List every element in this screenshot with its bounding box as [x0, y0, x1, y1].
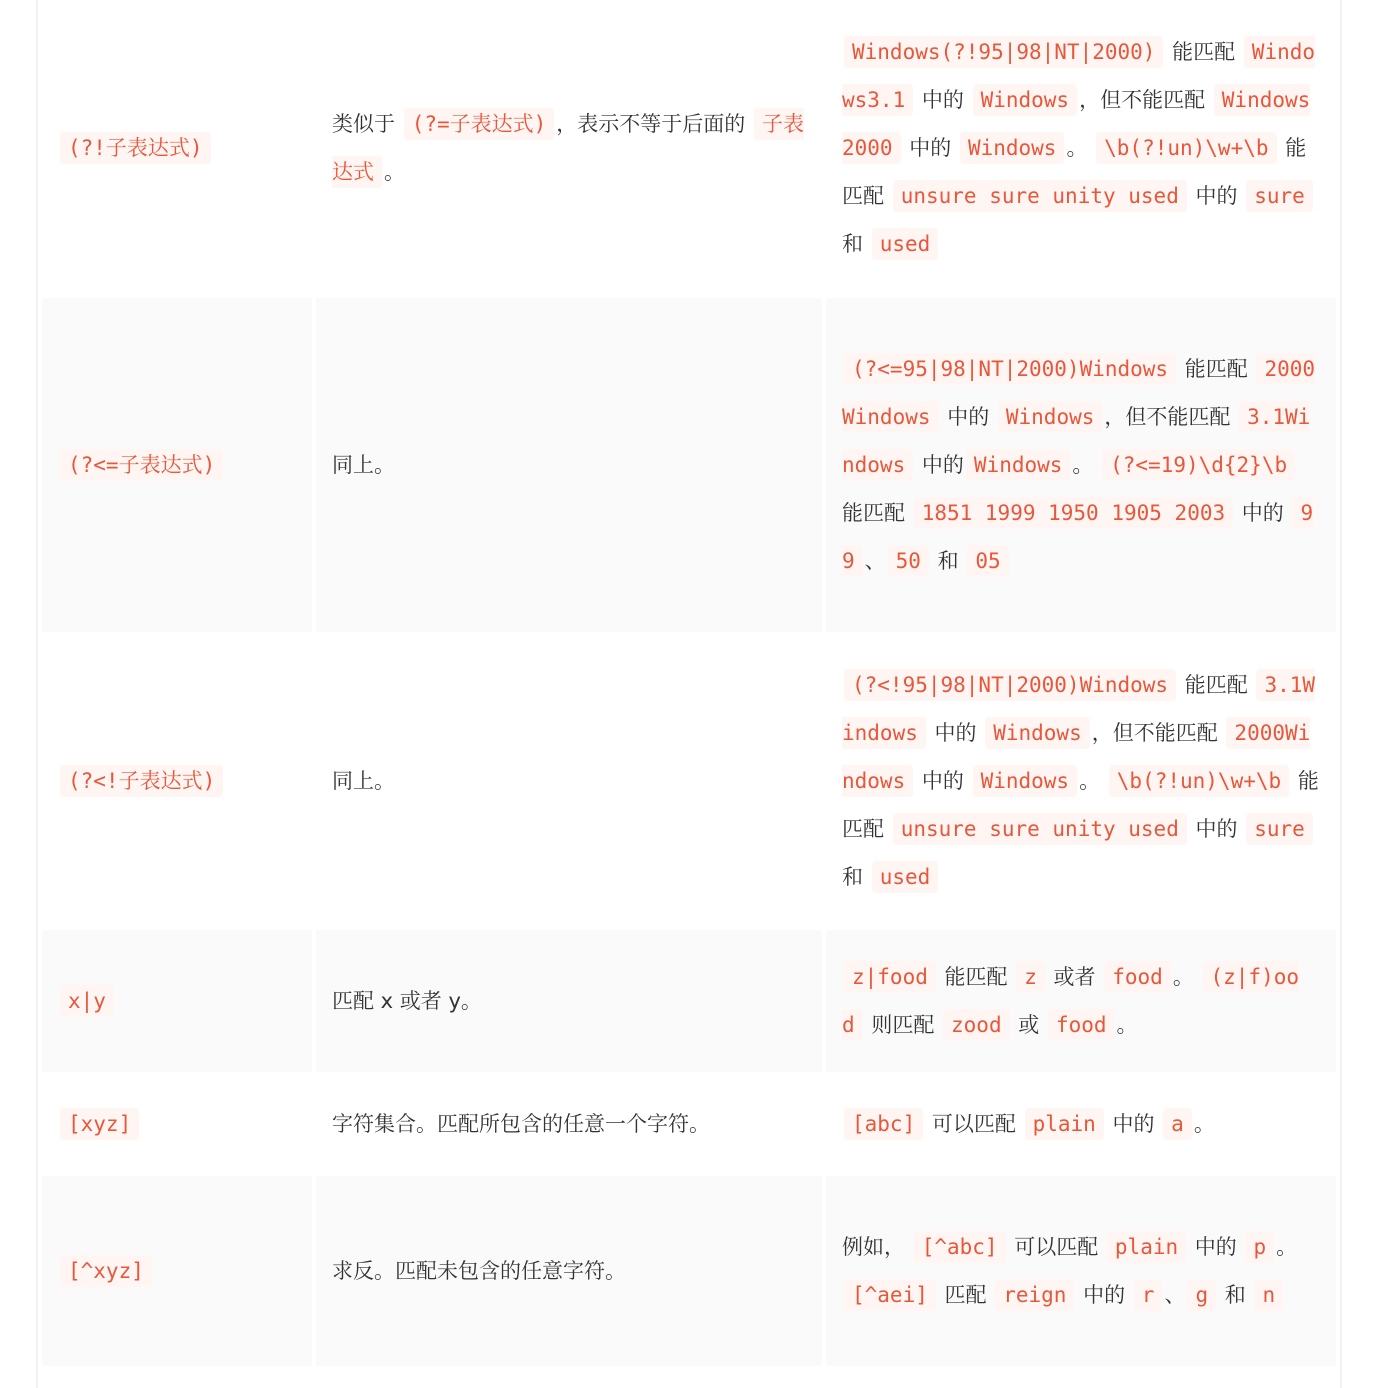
inline-code: [abc] [844, 1108, 923, 1140]
inline-code: Windows [960, 132, 1065, 164]
inline-code: sure [1246, 813, 1313, 845]
inline-text: 中的 [1105, 1112, 1162, 1136]
inline-text: 或 [1011, 1013, 1046, 1037]
pattern-cell [42, 1076, 312, 1172]
example-cell [826, 930, 1336, 1072]
inline-text: ，但不能匹配 [1091, 721, 1225, 745]
inline-text: 中的 [902, 136, 958, 160]
table-row [42, 298, 1336, 632]
pattern-code: [^xyz] [60, 1255, 152, 1287]
inline-text: 中的 [915, 769, 971, 793]
table-row [42, 930, 1336, 1072]
inline-text: 。 [1079, 769, 1107, 793]
inline-text: ，但不能匹配 [1104, 405, 1238, 429]
inline-text: 能匹配 [842, 136, 1307, 208]
inline-code: Windows(?!95|98|NT|2000) [844, 36, 1163, 68]
inline-code: food [1104, 961, 1171, 993]
inline-text: 和 [930, 549, 966, 573]
table-row [42, 2, 1336, 294]
pattern-cell [42, 636, 312, 926]
inline-text: 类似于 [332, 112, 402, 136]
inline-code: food [1048, 1009, 1115, 1041]
inline-text: 中的 [1235, 501, 1291, 525]
inline-text: 中的 [927, 721, 984, 745]
inline-text: 中的 [940, 405, 996, 429]
inline-text: 可以匹配 [1007, 1235, 1105, 1259]
inline-text: 。 [1172, 965, 1201, 989]
inline-text: 求反。匹配未包含的任意字符。 [332, 1259, 626, 1283]
inline-text: 、 [1164, 1283, 1186, 1307]
inline-text: 。 [1193, 1112, 1215, 1136]
inline-code: (?=子表达式) [404, 108, 555, 140]
pattern-code: [xyz] [60, 1108, 139, 1140]
description-cell [316, 2, 822, 294]
inline-code: 50 [888, 545, 929, 577]
inline-text: 同上。 [332, 769, 395, 793]
example-cell [826, 298, 1336, 632]
inline-code: (z|f)ood [842, 961, 1299, 1041]
inline-text: 能匹配 [1178, 357, 1255, 381]
inline-code: 2000Windows [842, 353, 1315, 433]
inline-code: unsure sure unity used [893, 813, 1187, 845]
description-cell [316, 1176, 822, 1366]
inline-text: 能匹配 [842, 501, 912, 525]
inline-text: 和 [842, 865, 870, 889]
inline-code: p [1245, 1231, 1274, 1263]
inline-text: ，但不能匹配 [1079, 88, 1212, 112]
example-cell [826, 636, 1336, 926]
inline-text: 可以匹配 [925, 1112, 1023, 1136]
inline-code: plain [1107, 1231, 1186, 1263]
inline-text: ，表示不等于后面的 [556, 112, 752, 136]
inline-text: 例如， [842, 1235, 912, 1259]
inline-code: [^aei] [844, 1279, 936, 1311]
inline-code: a [1163, 1108, 1192, 1140]
inline-text: 中的 [1076, 1283, 1132, 1307]
inline-text: 匹配 x 或者 y。 [332, 989, 482, 1013]
inline-code: Windows [998, 401, 1103, 433]
inline-text: 字符集合。匹配所包含的任意一个字符。 [332, 1112, 710, 1136]
inline-text: 和 [1218, 1283, 1253, 1307]
inline-code: 子表达式 [332, 108, 804, 188]
description-cell [316, 930, 822, 1072]
inline-text: 。 [384, 160, 405, 184]
inline-text: 。 [1276, 1235, 1298, 1259]
inline-text: 或者 [1046, 965, 1103, 989]
description-cell [316, 636, 822, 926]
inline-text: 中的 [915, 453, 964, 477]
example-cell [826, 1176, 1336, 1366]
inline-text: 匹配 [937, 1283, 994, 1307]
description-cell [316, 1076, 822, 1172]
inline-code: (?<=95|98|NT|2000)Windows [844, 353, 1176, 385]
inline-code: \b(?!un)\w+\b [1109, 765, 1289, 797]
inline-code: 3.1Windows [842, 401, 1310, 481]
inline-code: g [1187, 1279, 1216, 1311]
pattern-cell [42, 2, 312, 294]
inline-text: 能匹配 [842, 769, 1319, 841]
regex-syntax-table [38, 0, 1340, 1370]
inline-text: 。 [1066, 136, 1095, 160]
pattern-code: (?<!子表达式) [60, 765, 223, 797]
inline-code: 3.1Windows [842, 669, 1315, 749]
inline-text: 能匹配 [1165, 40, 1242, 64]
inline-code: 05 [967, 545, 1008, 577]
pattern-code: (?!子表达式) [60, 132, 211, 164]
inline-code: Windows [985, 717, 1090, 749]
inline-code: (?<!95|98|NT|2000)Windows [844, 669, 1176, 701]
inline-code: n [1254, 1279, 1283, 1311]
inline-code: 99 [842, 497, 1313, 577]
inline-text: 、 [864, 549, 886, 573]
document-page [36, 0, 1342, 1388]
inline-code: 2000Windows [842, 717, 1310, 797]
inline-code: unsure sure unity used [893, 180, 1187, 212]
inline-text: 则匹配 [864, 1013, 942, 1037]
inline-code: [^abc] [914, 1231, 1006, 1263]
inline-code: z [1016, 961, 1045, 993]
inline-text: 。 [1116, 1013, 1138, 1037]
inline-code: Windows [966, 449, 1071, 481]
inline-code: \b(?!un)\w+\b [1096, 132, 1276, 164]
inline-code: used [872, 228, 939, 260]
pattern-cell [42, 1176, 312, 1366]
inline-code: Windows [973, 84, 1078, 116]
inline-text: 中的 [1188, 817, 1245, 841]
inline-code: Windows3.1 [842, 36, 1315, 116]
inline-text: 。 [1072, 453, 1101, 477]
inline-text: 能匹配 [1178, 673, 1255, 697]
pattern-code: x|y [60, 985, 114, 1017]
inline-code: reign [995, 1279, 1074, 1311]
inline-code: Windows2000 [842, 84, 1310, 164]
inline-text: 中的 [915, 88, 971, 112]
table-row [42, 1176, 1336, 1366]
inline-code: zood [943, 1009, 1010, 1041]
inline-code: z|food [844, 961, 936, 993]
inline-code: sure [1246, 180, 1313, 212]
example-cell [826, 2, 1336, 294]
example-cell [826, 1076, 1336, 1172]
inline-text: 和 [842, 232, 870, 256]
table-row [42, 1076, 1336, 1172]
description-cell [316, 298, 822, 632]
pattern-code: (?<=子表达式) [60, 449, 223, 481]
inline-text: 同上。 [332, 453, 395, 477]
pattern-cell [42, 298, 312, 632]
inline-text: 中的 [1188, 1235, 1244, 1259]
pattern-cell [42, 930, 312, 1072]
inline-code: used [872, 861, 939, 893]
inline-code: r [1134, 1279, 1163, 1311]
inline-code: Windows [973, 765, 1078, 797]
inline-code: (?<=19)\d{2}\b [1102, 449, 1295, 481]
inline-code: plain [1025, 1108, 1104, 1140]
inline-code: 1851 1999 1950 1905 2003 [914, 497, 1233, 529]
table-row [42, 636, 1336, 926]
inline-text: 中的 [1188, 184, 1245, 208]
inline-text: 能匹配 [937, 965, 1015, 989]
